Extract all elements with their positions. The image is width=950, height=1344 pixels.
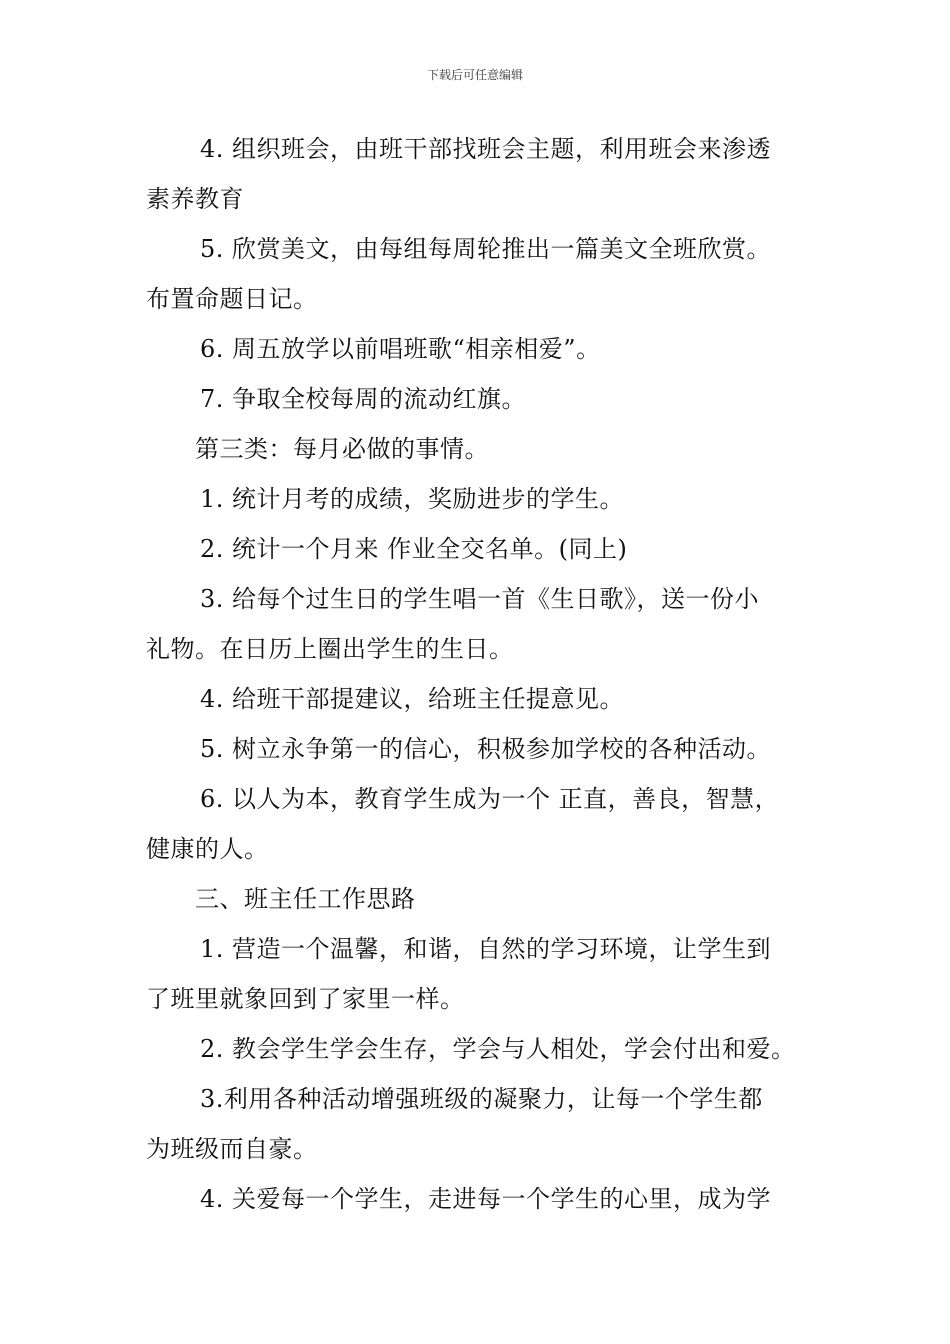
paragraph-line: 布置命题日记。 — [146, 285, 318, 313]
paragraph-line: 4. 给班干部提建议，给班主任提意见。 — [200, 685, 625, 713]
paragraph-line: 2. 统计一个月来 作业全交名单。(同上) — [200, 535, 628, 563]
paragraph-line: 4. 关爱每一个学生，走进每一个学生的心里，成为学 — [200, 1185, 772, 1213]
section-heading: 第三类：每月必做的事情。 — [195, 435, 489, 463]
paragraph-line: 礼物。在日历上圈出学生的生日。 — [146, 635, 514, 663]
paragraph-line: 3. 给每个过生日的学生唱一首《生日歌》，送一份小 — [200, 585, 760, 613]
paragraph-line: 为班级而自豪。 — [146, 1135, 318, 1163]
header-note: 下载后可任意编辑 — [426, 68, 523, 82]
paragraph-line: 了班里就象回到了家里一样。 — [146, 985, 465, 1013]
paragraph-line: 5. 欣赏美文，由每组每周轮推出一篇美文全班欣赏。 — [200, 235, 772, 263]
paragraph-line: 3.利用各种活动增强班级的凝聚力，让每一个学生都 — [200, 1085, 763, 1113]
paragraph-line: 6. 以人为本，教育学生成为一个 正直，善良，智慧， — [200, 785, 780, 813]
paragraph-line: 5. 树立永争第一的信心，积极参加学校的各种活动。 — [200, 735, 772, 763]
paragraph-line: 6. 周五放学以前唱班歌“相亲相爱”。 — [200, 335, 601, 363]
paragraph-line: 健康的人。 — [146, 835, 269, 863]
paragraph-line: 1. 统计月考的成绩，奖励进步的学生。 — [200, 485, 625, 513]
paragraph-line: 7. 争取全校每周的流动红旗。 — [200, 385, 527, 413]
section-heading: 三、班主任工作思路 — [195, 885, 416, 913]
paragraph-line: 2. 教会学生学会生存，学会与人相处，学会付出和爱。 — [200, 1035, 796, 1063]
paragraph-line: 素养教育 — [146, 185, 244, 213]
paragraph-line: 4. 组织班会，由班干部找班会主题，利用班会来渗透 — [200, 135, 772, 163]
paragraph-line: 1. 营造一个温馨，和谐，自然的学习环境，让学生到 — [200, 935, 772, 963]
